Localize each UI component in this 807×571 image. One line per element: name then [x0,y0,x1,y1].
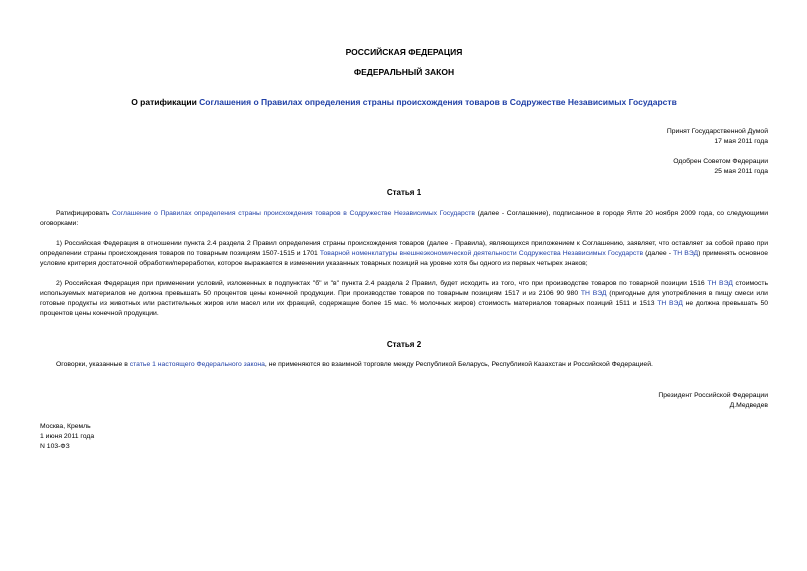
place-date-block [40,422,94,452]
text: не должна превышать 50 процентов цены конечной продукции. [40,300,769,317]
approved-by: Одобрен Советом Федерации [673,158,768,165]
tn-ved-link[interactable]: ТН ВЭД [580,290,607,297]
text: ) применять основное условие критерия достаточной обработки/переработки, которое выражается в изменении указанных товарных позиций на уровне хотя бы одного из первых четырех знаков; [40,250,768,267]
text: 2) Российская Федерация при применении условий, изложенных в подпунктах "б" и "в" пункта 2.4 раздела 2 Правил, будет исходить из того, что при производстве товаров по товарной позиции 1516 [56,280,708,287]
tn-ved-link[interactable]: ТН ВЭД [657,300,683,307]
adopted-by: Принят Государственной Думой [666,128,768,135]
text: (пригодные для употребления в пищу смеси или готовые продукты из животных или растительных жиров или масел или их фракций, содержащие более 15 мас. % молочных жиров) стоимость материалов товарных позиций 1511 и 1513 [40,290,768,307]
text: 1) Российская Федерация в отношении пункта 2.4 раздела 2 Правил определения страны происхождения товаров (далее - Правила), являющихся приложением к Соглашению, заявляет, что оставляет за собой право при определении страны происхождения товаров по товарным позициям 1507-1515 и 1701 [40,240,768,257]
article-2-heading: Статья 2 [386,340,422,349]
country-heading: РОССИЙСКАЯ ФЕДЕРАЦИЯ [345,47,463,57]
signature-block [658,391,768,411]
article-1-paragraph-1 [40,209,768,229]
text: стоимость используемых материалов не должна превышать 50 процентов цены конечной продукции. При производстве товаров по товарным позициям 1517 и из 2106 90 980 [40,280,768,297]
signatory-name: Д.Медведев [729,402,768,409]
tn-ved-link[interactable]: ТН ВЭД [673,250,699,257]
article-1-heading: Статья 1 [386,188,422,197]
law-number: N 103-ФЗ [40,443,70,450]
law-type-heading: ФЕДЕРАЛЬНЫЙ ЗАКОН [353,67,455,77]
adopted-block [667,127,768,147]
approved-block [673,157,768,177]
signing-date: 1 июня 2011 года [40,433,95,440]
law-title [40,97,768,107]
text: (далее - [643,250,674,257]
approved-date: 25 мая 2011 года [714,168,768,175]
signatory-title: Президент Российской Федерации [658,392,768,399]
agreement-link[interactable]: Соглашение о Правилах определения страны происхождения товаров в Содружестве Независимых Государств [112,210,475,217]
tn-ved-link[interactable]: ТН ВЭД [707,280,733,287]
text: Оговорки, указанные в [56,361,130,368]
text: , не применяются во взаимной торговле между Республикой Беларусь, Республикой Казахстан и Российской Федерацией. [264,361,653,368]
adopted-date: 17 мая 2011 года [714,138,768,145]
law-title-prefix: О ратификации [131,97,200,107]
article-1-reservation-2 [40,279,768,319]
article-2-paragraph [40,360,768,370]
article-1-reservation-1 [40,239,768,269]
commodity-nomenclature-link[interactable]: Товарной номенклатуры внешнеэкономической деятельности Содружества Независимых Государств [319,250,644,257]
signing-place: Москва, Кремль [40,423,91,430]
text: Ратифицировать [56,210,112,217]
agreement-title-link[interactable]: Соглашения о Правилах определения страны происхождения товаров в Содружестве Независимых Государств [199,97,677,107]
article-1-link[interactable]: статье 1 настоящего Федерального закона [129,361,265,368]
text: (далее - Соглашение), подписанное в городе Ялте 20 ноября 2009 года, со следующими оговорками: [40,210,769,227]
